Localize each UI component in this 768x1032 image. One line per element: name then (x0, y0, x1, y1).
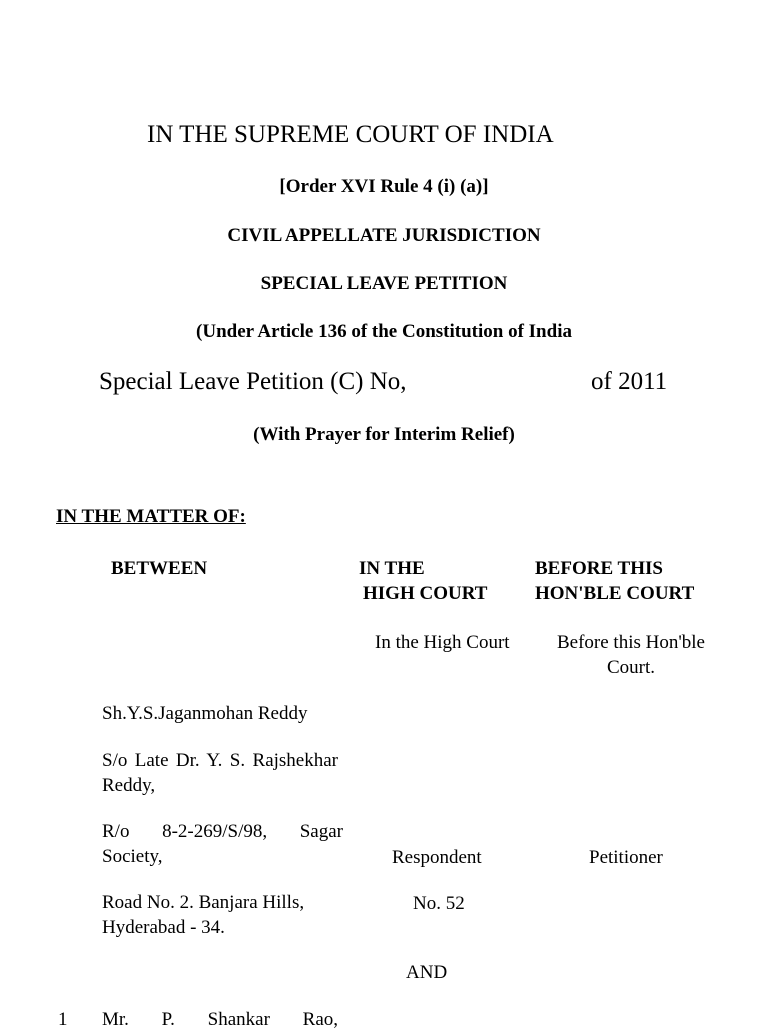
article-reference: (Under Article 136 of the Constitution of India (196, 321, 572, 342)
and-separator: AND (406, 962, 448, 983)
high-court-header-line1: IN THE (359, 558, 425, 579)
before-court-subheader: Before this Hon'ble Court. (556, 632, 705, 678)
matter-heading: IN THE MATTER OF: (56, 506, 246, 527)
party-name: Sh.Y.S.Jaganmohan Reddy (102, 703, 308, 724)
before-court-header-line2: HON'BLE COURT (535, 583, 695, 604)
before-court-column-header (535, 556, 694, 606)
party-address-line1: Road No. 2. Banjara Hills, (102, 892, 305, 913)
before-court-role: Petitioner (589, 847, 663, 868)
list-item-text: Mr. P. Shankar Rao, (102, 1009, 338, 1030)
party-residence: R/o 8-2-269/S/98, Sagar Society, (102, 821, 343, 867)
order-reference: [Order XVI Rule 4 (i) (a)] (279, 176, 489, 197)
high-court-column-header (359, 556, 487, 606)
high-court-subheader: In the High Court (375, 632, 510, 653)
party-parentage: S/o Late Dr. Y. S. Rajshekhar Reddy, (102, 750, 338, 796)
interim-relief-note: (With Prayer for Interim Relief) (253, 424, 515, 445)
respondent-number: No. 52 (413, 893, 465, 914)
court-title: IN THE SUPREME COURT OF INDIA (147, 121, 554, 148)
party-address-line2: Hyderabad - 34. (102, 917, 225, 938)
jurisdiction-heading: CIVIL APPELLATE JURISDICTION (227, 225, 541, 246)
party-address (102, 890, 304, 940)
list-item-number: 1 (58, 1009, 68, 1030)
petition-number: Special Leave Petition (C) No, (99, 368, 407, 395)
petition-year: of 2011 (591, 368, 668, 395)
high-court-header-line2: HIGH COURT (363, 583, 488, 604)
before-court-header-line1: BEFORE THIS (535, 558, 663, 579)
high-court-role: Respondent (392, 847, 482, 868)
between-label: BETWEEN (111, 558, 208, 579)
between-column-header (111, 556, 207, 581)
petition-type-heading: SPECIAL LEAVE PETITION (260, 273, 508, 294)
